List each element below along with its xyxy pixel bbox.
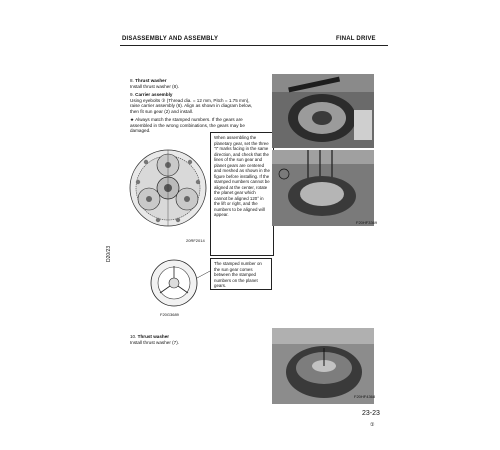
step-8-number: 8.	[130, 78, 134, 83]
star-note-marker: ★	[130, 117, 135, 122]
photo-mid-code: F20HF3369	[356, 220, 378, 225]
photo-sun-gear-fit-image	[272, 150, 374, 226]
header-chapter-title: FINAL DRIVE	[336, 36, 376, 42]
photo-thrust-washer	[272, 328, 374, 404]
step-9	[130, 92, 254, 114]
photo-carrier-lift-image	[272, 74, 374, 148]
side-code: D20/23	[106, 245, 112, 262]
step-10-title: Thrust washer	[137, 334, 170, 339]
step-9-text: Using eyebolts ③ (Thread dia. = 12 mm, Pitch = 1.75 mm), raise carrier assembly (6). Align as shown in diagram below, then fit sun gear (2) and install.	[130, 97, 253, 114]
step-9-title: Carrier assembly	[135, 92, 173, 97]
stamped-number-text: The stamped number on the sun gear comes between the stamped numbers on the planet gears.	[214, 261, 262, 288]
star-note-text: Always match the stamped numbers. If the gears are assembled in the wrong combinations, the gears may be damaged.	[130, 117, 245, 134]
step-8	[130, 78, 254, 89]
planetary-gear-diagram	[128, 134, 208, 242]
stamp-diagram-code: F20G3689	[160, 312, 179, 317]
stamp-diagram	[140, 256, 210, 310]
step-10-number: 10.	[130, 334, 137, 339]
photo-carrier-lift	[272, 74, 374, 148]
step-10-text: Install thrust washer (7).	[130, 339, 180, 345]
page-revision-symbol: ①	[370, 422, 375, 428]
header-section-title: DISASSEMBLY AND ASSEMBLY	[122, 36, 219, 42]
photo-thrust-washer-image	[272, 328, 374, 404]
assembly-note-text: When assembling the planetary gear, set the three "I" marks facing in the same direction, and check that the lines of the sun gear and planet gears are centered and meshed as shown in the figure before installing. If the stamped numbers cannot be aligned at the center, rotate the planet gear which cannot be aligned 120° in the lift or right, and the numbers to be aligned will appear.	[214, 135, 270, 217]
planetary-gear-drawing	[128, 134, 208, 242]
gear-diagram-code: 20RF2014	[186, 238, 205, 243]
stamp-diagram-drawing	[140, 256, 210, 310]
step-8-title: Thrust washer	[135, 78, 167, 83]
page-number: 23-23	[362, 410, 380, 417]
step-8-text: Install thrust washer (8).	[130, 83, 180, 89]
stamped-number-callout	[210, 258, 272, 290]
header-rule	[120, 45, 388, 46]
photo-bottom-code: F20HF4368	[354, 394, 376, 399]
step-10	[130, 334, 254, 345]
step-9-number: 9.	[130, 92, 134, 97]
assembly-note-callout	[210, 132, 274, 256]
photo-sun-gear-fit	[272, 150, 374, 226]
